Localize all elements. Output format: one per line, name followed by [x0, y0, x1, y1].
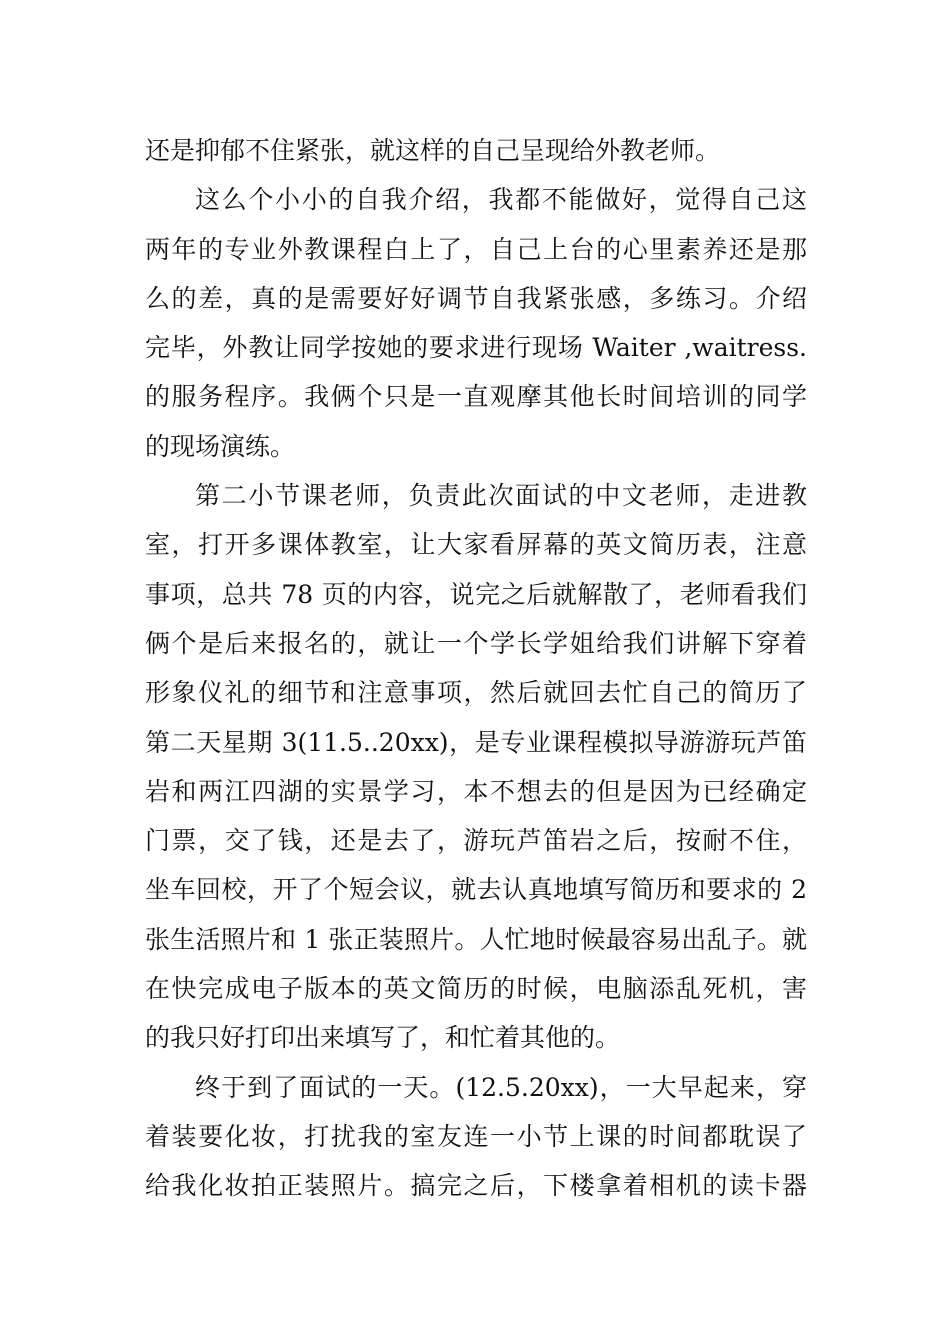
paragraph-line: 事项，总共 78 页的内容，说完之后就解散了，老师看我们	[145, 579, 807, 609]
paragraph-line: 着装要化妆，打扰我的室友连一小节上课的时间都耽误了	[145, 1121, 807, 1151]
paragraph-line: 第二小节课老师，负责此次面试的中文老师，走进教	[195, 481, 807, 511]
paragraph-line: 门票，交了钱，还是去了，游玩芦笛岩之后，按耐不住，	[145, 826, 807, 856]
paragraph-line: 在快完成电子版本的英文简历的时候，电脑添乱死机，害	[145, 974, 807, 1004]
paragraph-line: 这么个小小的自我介绍，我都不能做好，觉得自己这	[195, 185, 807, 215]
paragraph-line: 岩和两江四湖的实景学习，本不想去的但是因为已经确定	[145, 776, 807, 806]
paragraph-line: 还是抑郁不住紧张，就这样的自己呈现给外教老师。	[145, 136, 721, 165]
paragraph	[145, 471, 807, 1063]
paragraph	[145, 126, 807, 175]
paragraph-line: 终于到了面试的一天。(12.5.20xx)，一大早起来，穿	[195, 1072, 807, 1102]
paragraph-line: 完毕，外教让同学按她的要求进行现场 Waiter ,waitress.	[145, 333, 807, 363]
paragraph-line: 两年的专业外教课程白上了，自己上台的心里素养还是那	[145, 234, 807, 264]
paragraph	[145, 1063, 807, 1211]
paragraph-line: 的我只好打印出来填写了，和忙着其他的。	[145, 1023, 621, 1053]
paragraph-line: 第二天星期 3(11.5..20xx)，是专业课程模拟导游游玩芦笛	[145, 727, 807, 757]
paragraph-line: 的服务程序。我俩个只是一直观摩其他长时间培训的同学	[145, 382, 807, 412]
paragraph-line: 张生活照片和 1 张正装照片。人忙地时候最容易出乱子。就	[145, 924, 807, 954]
paragraph-line: 的现场演练。	[145, 431, 296, 461]
paragraph	[145, 175, 807, 471]
paragraph-line: 俩个是后来报名的，就让一个学长学姐给我们讲解下穿着	[145, 628, 807, 658]
document-body	[145, 126, 807, 1211]
paragraph-line: 室，打开多课体教室，让大家看屏幕的英文简历表，注意	[145, 530, 807, 560]
paragraph-line: 坐车回校，开了个短会议，就去认真地填写简历和要求的 2	[145, 875, 807, 905]
paragraph-line: 给我化妆拍正装照片。搞完之后，下楼拿着相机的读卡器	[145, 1171, 807, 1201]
paragraph-line: 形象仪礼的细节和注意事项，然后就回去忙自己的简历了	[145, 678, 807, 708]
paragraph-line: 么的差，真的是需要好好调节自我紧张感，多练习。介绍	[145, 283, 807, 313]
